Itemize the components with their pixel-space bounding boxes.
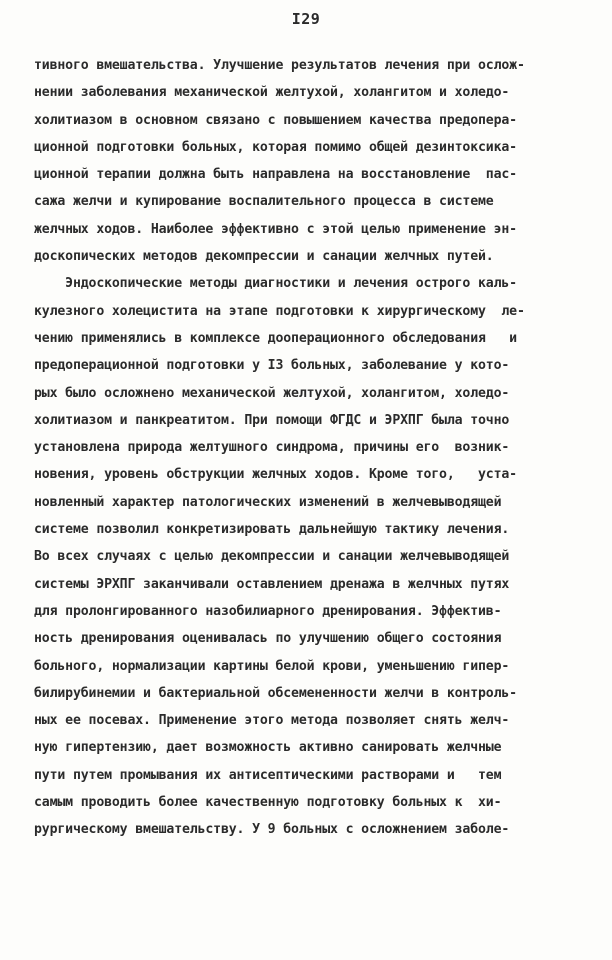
text-line: нении заболевания механической желтухой, холангитом и холедо-: [34, 85, 510, 101]
text-line: доскопических методов декомпрессии и санации желчных путей.: [34, 249, 494, 265]
text-line: тивного вмешательства. Улучшение результатов лечения при ослож-: [34, 58, 525, 73]
text-line: самым проводить более качественную подготовку больных к хи-: [34, 795, 502, 811]
text-line: больного, нормализации картины белой крови, уменьшению гипер-: [34, 658, 510, 674]
text-line: сажа желчи и купирование воспалительного процесса в системе: [34, 194, 494, 210]
text-line: пути путем промывания их антисептическими растворами и тем: [34, 767, 502, 783]
text-line: холитиазом в основном связано с повышением качества предопера-: [34, 112, 517, 128]
text-line: ность дренирования оценивалась по улучшению общего состояния: [34, 631, 502, 647]
body-text: [34, 52, 582, 844]
text-line: рых было осложнено механической желтухой, холангитом, холедо-: [34, 385, 510, 401]
text-line: системы ЭРХПГ заканчивали оставлением дренажа в желчных путях: [34, 576, 510, 592]
text-line: ную гипертензию, дает возможность активно санировать желчные: [34, 740, 502, 756]
text-line: Во всех случаях с целью декомпрессии и санации желчевыводящей: [34, 549, 510, 565]
text-line: холитиазом и панкреатитом. При помощи ФГДС и ЭРХПГ была точно: [34, 412, 510, 428]
text-line: ционной терапии должна быть направлена на восстановление пас-: [34, 167, 517, 183]
text-line: чению применялись в комплексе дооперационного обследования и: [34, 330, 517, 346]
text-line: для пролонгированного назобилиарного дренирования. Эффектив-: [34, 603, 502, 619]
page-number: I29: [291, 10, 321, 28]
text-line: ных ее посевах. Применение этого метода позволяет снять желч-: [34, 713, 510, 729]
text-line: ционной подготовки больных, которая помимо общей дезинтоксика-: [34, 139, 517, 155]
text-line: установлена природа желтушного синдрома, причины его возник-: [34, 440, 510, 456]
text-line: новения, уровень обструкции желчных ходов. Кроме того, уста-: [34, 467, 517, 483]
paragraph-1: [34, 52, 582, 270]
paragraph-2: [34, 270, 582, 843]
text-line: Эндоскопические методы диагностики и лечения острого каль-: [34, 276, 517, 292]
text-line: кулезного холецистита на этапе подготовки к хирургическому ле-: [34, 303, 525, 319]
text-line: рургическому вмешательству. У 9 больных с осложнением заболе-: [34, 822, 510, 838]
text-line: желчных ходов. Наиболее эффективно с этой целью применение эн-: [34, 221, 517, 237]
text-line: билирубинемии и бактериальной обсемененности желчи в контроль-: [34, 685, 517, 701]
text-line: новленный характер патологических изменений в желчевыводящей: [34, 494, 502, 510]
text-line: предоперационной подготовки у I3 больных, заболевание у кото-: [34, 358, 510, 374]
text-line: системе позволил конкретизировать дальнейшую тактику лечения.: [34, 522, 510, 538]
